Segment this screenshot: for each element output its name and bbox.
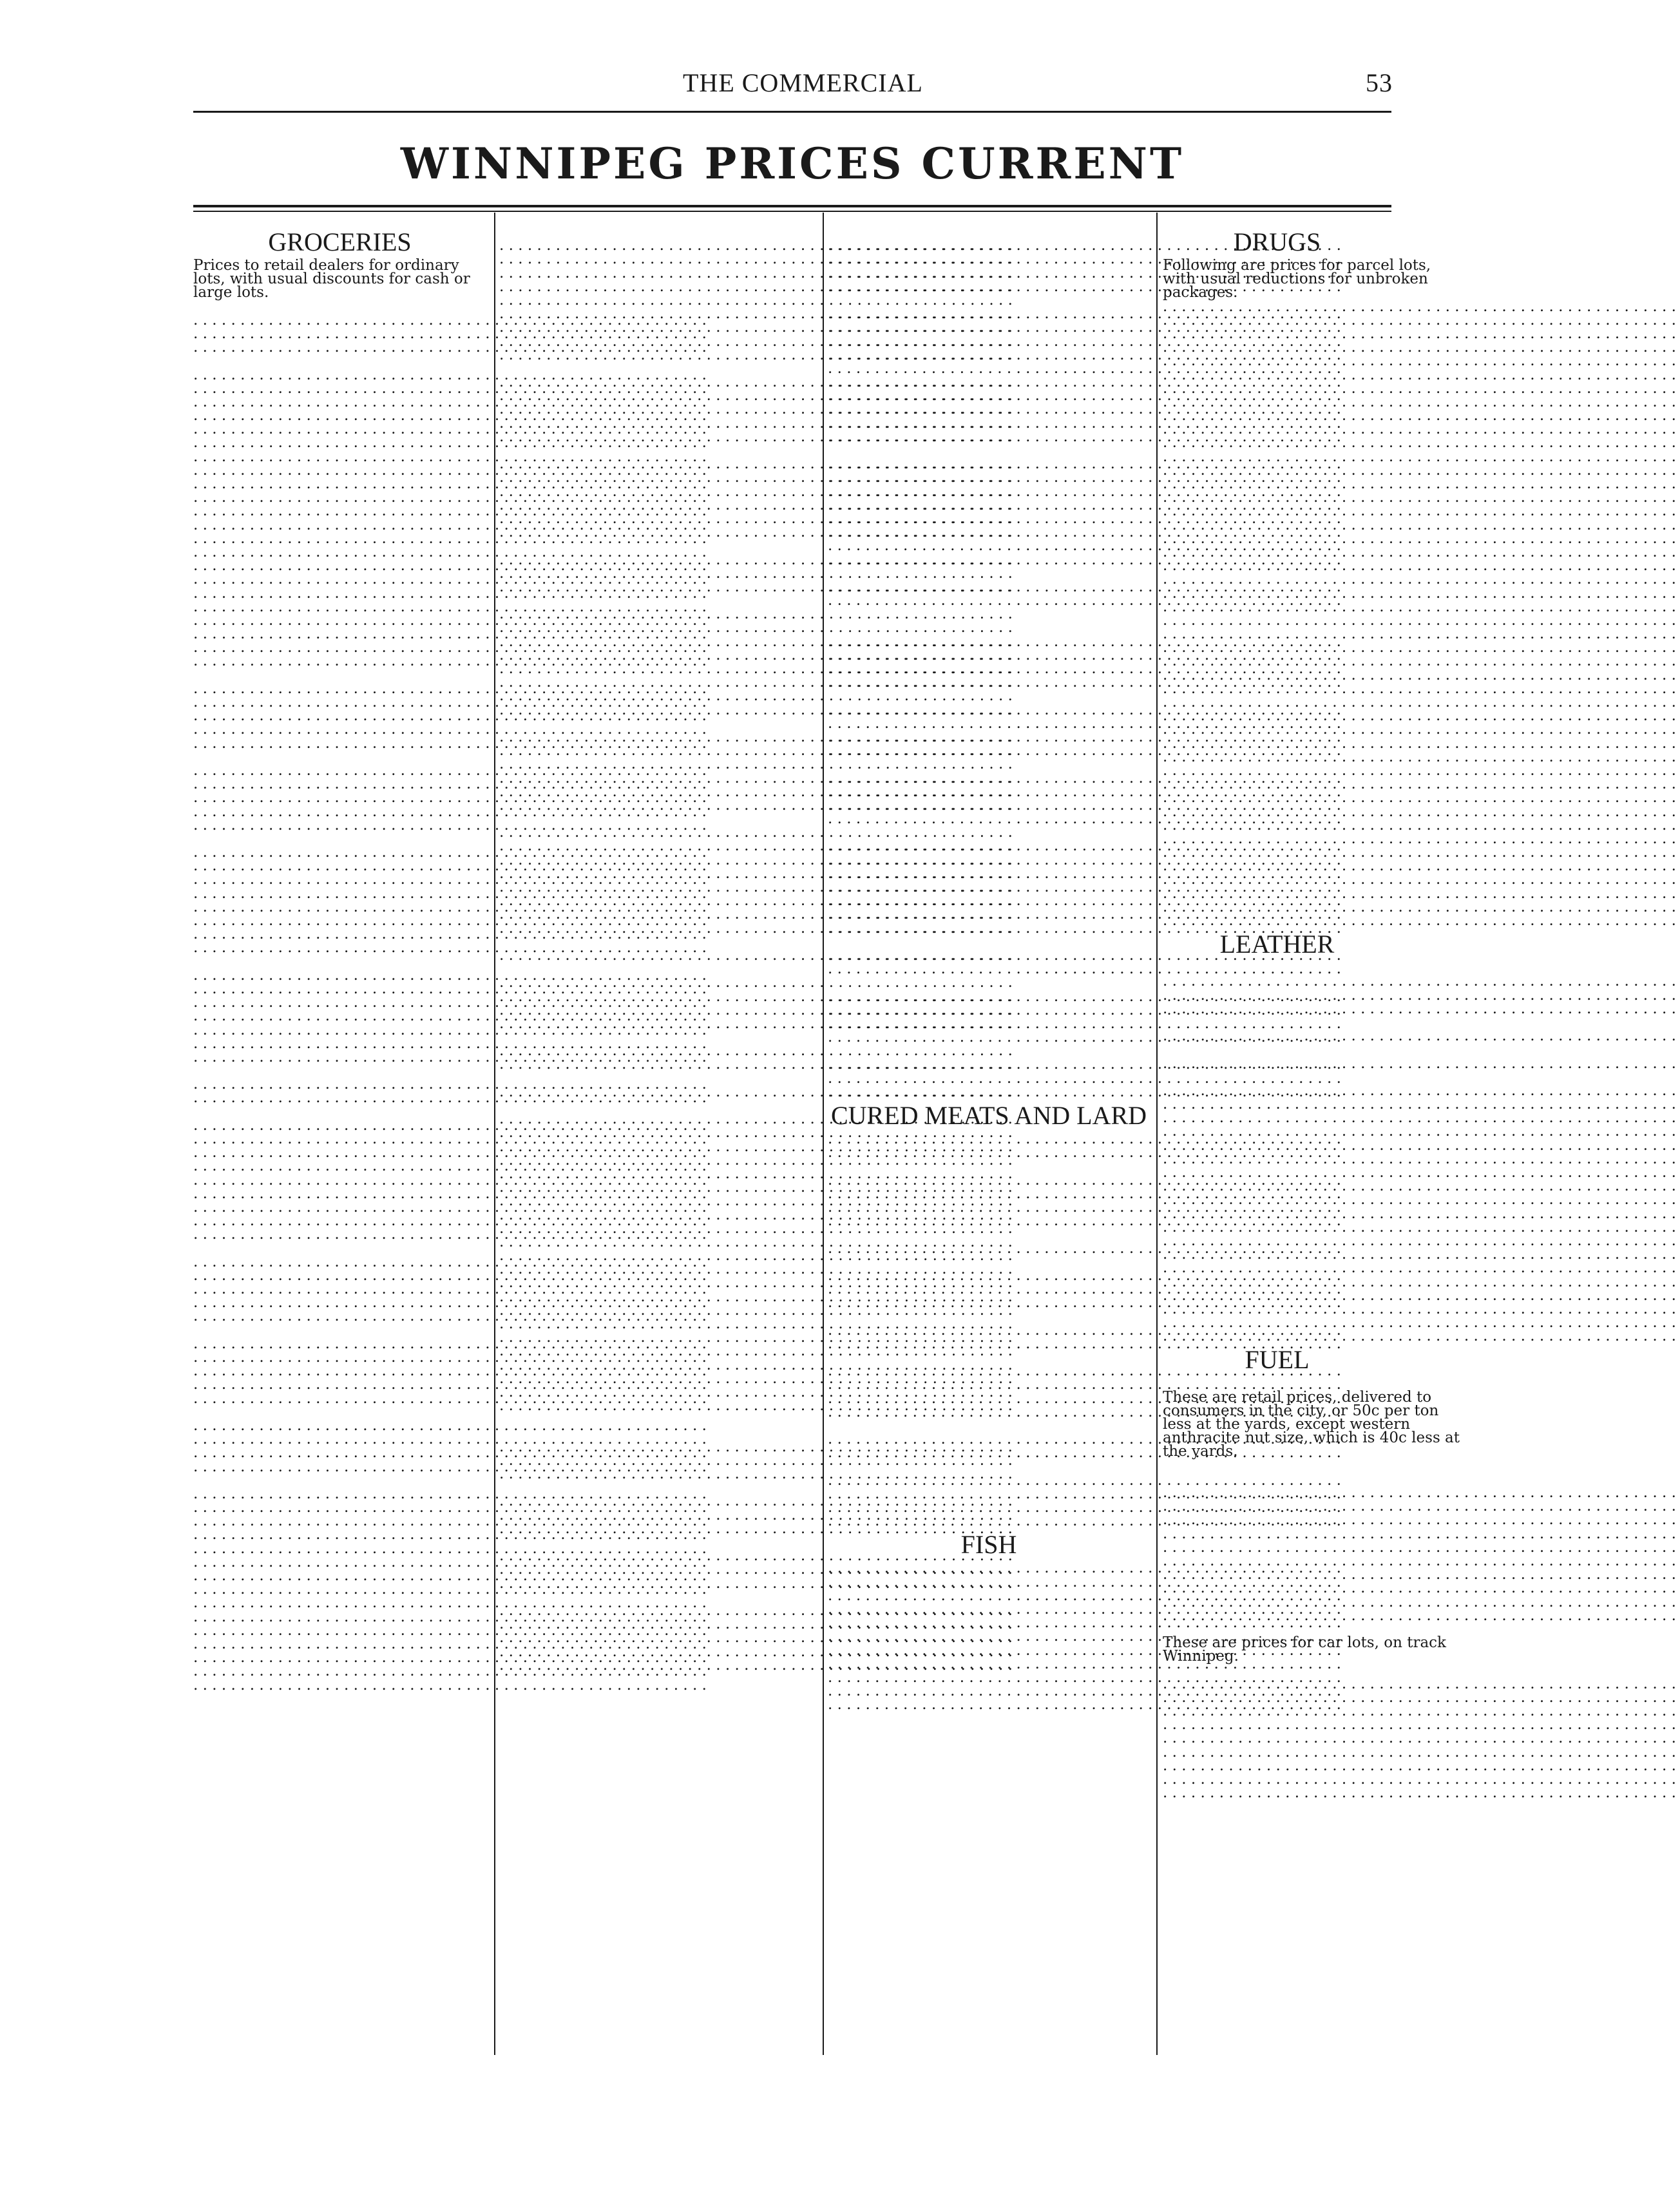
item-price [1676,1221,1680,1234]
item-price [1676,1732,1680,1745]
item-price [1676,436,1680,450]
item-price [1676,1248,1680,1261]
item-price [1676,846,1680,859]
price-row [499,1058,816,1071]
item-price [1676,819,1680,832]
item-price [1676,750,1680,764]
title-rule-top [193,205,1391,207]
item-price [1676,1193,1680,1207]
item-price [1676,1677,1680,1691]
item-price [1676,1289,1680,1303]
price-row [193,655,486,668]
price-row [828,676,1150,689]
intro-line: consumers in the city, or 50c per ton [1163,1402,1439,1419]
price-row [828,1698,1150,1712]
price-row [1163,1330,1391,1343]
item-price [1676,1139,1680,1152]
item-price [1676,1316,1680,1330]
item-price [1676,1527,1680,1541]
item-price [1676,1125,1680,1138]
item-price [1676,1500,1680,1513]
price-row [193,1392,486,1406]
item-name [1163,1002,1676,1016]
item-price [1676,614,1680,627]
intro-line: with usual reductions for unbroken [1163,271,1428,288]
price-row [828,1085,1150,1099]
item-price [1676,450,1680,464]
header-rule [193,111,1391,113]
item-price [1676,1718,1680,1732]
item-price [1676,1786,1680,1800]
price-row [499,1522,816,1536]
item-price [1676,709,1680,723]
section-title: CURED MEATS AND LARD [830,1101,1147,1130]
item-price [1676,1582,1680,1595]
item-price [1676,1330,1680,1343]
item-price [1676,1759,1680,1773]
item-price [1676,1166,1680,1180]
item-price [1676,1084,1680,1098]
item-price [1676,532,1680,546]
item-price [1676,1746,1680,1759]
intro-line: the yards. [1163,1443,1238,1460]
item-price [1676,1002,1680,1016]
item-price [1676,901,1680,914]
item-price [1676,669,1680,682]
price-row [193,941,486,955]
page-number: 53 [1366,68,1393,97]
price-row [499,1017,816,1031]
price-row [193,1679,486,1692]
price-row [828,1031,1150,1044]
price-row [193,737,486,750]
item-price [1676,368,1680,382]
price-row [828,1296,1150,1310]
item-price [1676,764,1680,778]
item-price [1676,1057,1680,1071]
item-price [1676,873,1680,886]
item-price [1676,1180,1680,1193]
item-price [1676,327,1680,341]
price-row [499,580,816,594]
intro-line: Following are prices for parcel lots, [1163,257,1431,274]
item-price [1676,1609,1680,1623]
item-name [193,1679,707,1692]
item-price [1676,464,1680,477]
item-price [1676,887,1680,901]
item-price [1676,1486,1680,1500]
item-price [1676,341,1680,354]
item-price [1676,832,1680,846]
price-row [499,1577,816,1591]
item-price [1676,975,1680,988]
item-price [1676,1705,1680,1718]
item-price [1676,1691,1680,1705]
unit-label [1163,1459,1391,1473]
intro-line: lots, with usual discounts for cash or [193,271,470,288]
price-row [499,799,816,812]
item-price [1676,423,1680,436]
item-price [1676,1029,1680,1043]
item-price [1676,1513,1680,1527]
running-title: THE COMMERCIAL [683,68,923,97]
price-row [193,341,486,354]
item-price [1676,641,1680,655]
item-price [1676,300,1680,314]
item-price [1676,559,1680,573]
price-row [828,1242,1150,1256]
price-row [1163,1057,1391,1071]
price-row [499,922,816,935]
item-price [1676,396,1680,409]
price-row [828,744,1150,758]
price-row [828,1406,1150,1419]
section-header [499,1413,816,1426]
price-row [1163,1029,1391,1043]
item-price [1676,1773,1680,1786]
item-price [1676,682,1680,696]
price-row [193,819,486,832]
item-price [1676,1568,1680,1582]
price-row [1163,1002,1391,1016]
price-row [499,1399,816,1413]
price-row [499,703,816,717]
intro-line: These are retail prices, delivered to [1163,1388,1432,1406]
price-row [499,1085,816,1099]
item-name [1163,1057,1676,1071]
item-price [1676,627,1680,641]
price-row [1163,914,1391,928]
intro-line: Prices to retail dealers for ordinary [193,257,459,274]
item-price [1676,504,1680,518]
price-row [828,553,1150,567]
column-tobacco [828,225,1150,1712]
price-row [828,594,1150,607]
item-price [707,1679,711,1692]
item-price [1676,1111,1680,1125]
item-price [1676,737,1680,750]
item-name [1163,1330,1676,1343]
item-price [1676,600,1680,614]
price-row [1163,1609,1391,1623]
column-drugs [1163,225,1460,1800]
section-title: GROCERIES [268,227,412,256]
item-price [1676,1261,1680,1275]
price-row [828,430,1150,444]
item-price [1676,655,1680,668]
item-price [1676,1596,1680,1609]
price-row [499,430,816,444]
item-price [1676,859,1680,873]
item-price [1676,1554,1680,1568]
title-rule-bottom [193,211,1391,212]
price-row [499,1659,816,1672]
item-price [1676,409,1680,423]
intro-line: These are prices for car lots, on track [1163,1634,1446,1652]
item-price [1676,989,1680,1002]
item-price [1676,805,1680,819]
item-price [1676,914,1680,928]
price-row [828,280,1150,294]
item-price [1676,587,1680,600]
item-price [1676,382,1680,396]
price-row [499,1467,816,1481]
price-row [828,1214,1150,1228]
price-row [828,812,1150,826]
price-row [1163,1786,1391,1800]
column-dried-fruits [499,225,816,1672]
page-title: WINNIPEG PRICES CURRENT [400,139,1185,189]
item-price [1676,1303,1680,1316]
item-price [1676,1152,1680,1166]
section-label [828,607,1150,621]
item-price [1676,573,1680,586]
item-name [1163,1786,1676,1800]
price-row [193,1310,486,1323]
price-row [193,1091,486,1105]
item-price [1676,778,1680,791]
price-row [828,962,1150,976]
item-price [1676,477,1680,491]
intro-line: Winnipeg. [1163,1648,1239,1665]
item-price [1676,491,1680,504]
price-row [828,1515,1150,1528]
item-price [1676,1276,1680,1289]
item-price [1676,354,1680,368]
item-price [1676,546,1680,559]
item-price [1676,1541,1680,1554]
price-row [499,349,816,362]
intro-line: packages. [1163,284,1238,301]
section-title: LEATHER [1219,930,1335,959]
price-row [828,1337,1150,1351]
price-row [828,1446,1150,1460]
intro-line: large lots. [193,284,269,301]
section-title: FUEL [1245,1345,1310,1375]
item-price [1676,1207,1680,1221]
section-title: DRUGS [1233,227,1321,256]
item-price [1676,519,1680,532]
price-row [499,526,816,539]
price-row [193,1228,486,1241]
item-price [1676,696,1680,709]
section-title: FISH [960,1530,1017,1560]
item-price [1676,1234,1680,1248]
column-groceries [193,225,486,1692]
price-row [193,1460,486,1474]
price-row [828,1146,1150,1160]
item-price [1676,791,1680,805]
item-price [1676,314,1680,327]
price-row [193,1051,486,1064]
intro-line: less at the yards, except western [1163,1416,1411,1433]
item-name [1163,914,1676,928]
item-name [1163,1609,1676,1623]
price-row [828,922,1150,935]
item-price [1676,1098,1680,1111]
item-name [1163,1029,1676,1043]
item-price [1676,723,1680,736]
intro-line: anthracite nut size, which is 40c less at [1163,1429,1460,1447]
price-row [499,949,816,962]
